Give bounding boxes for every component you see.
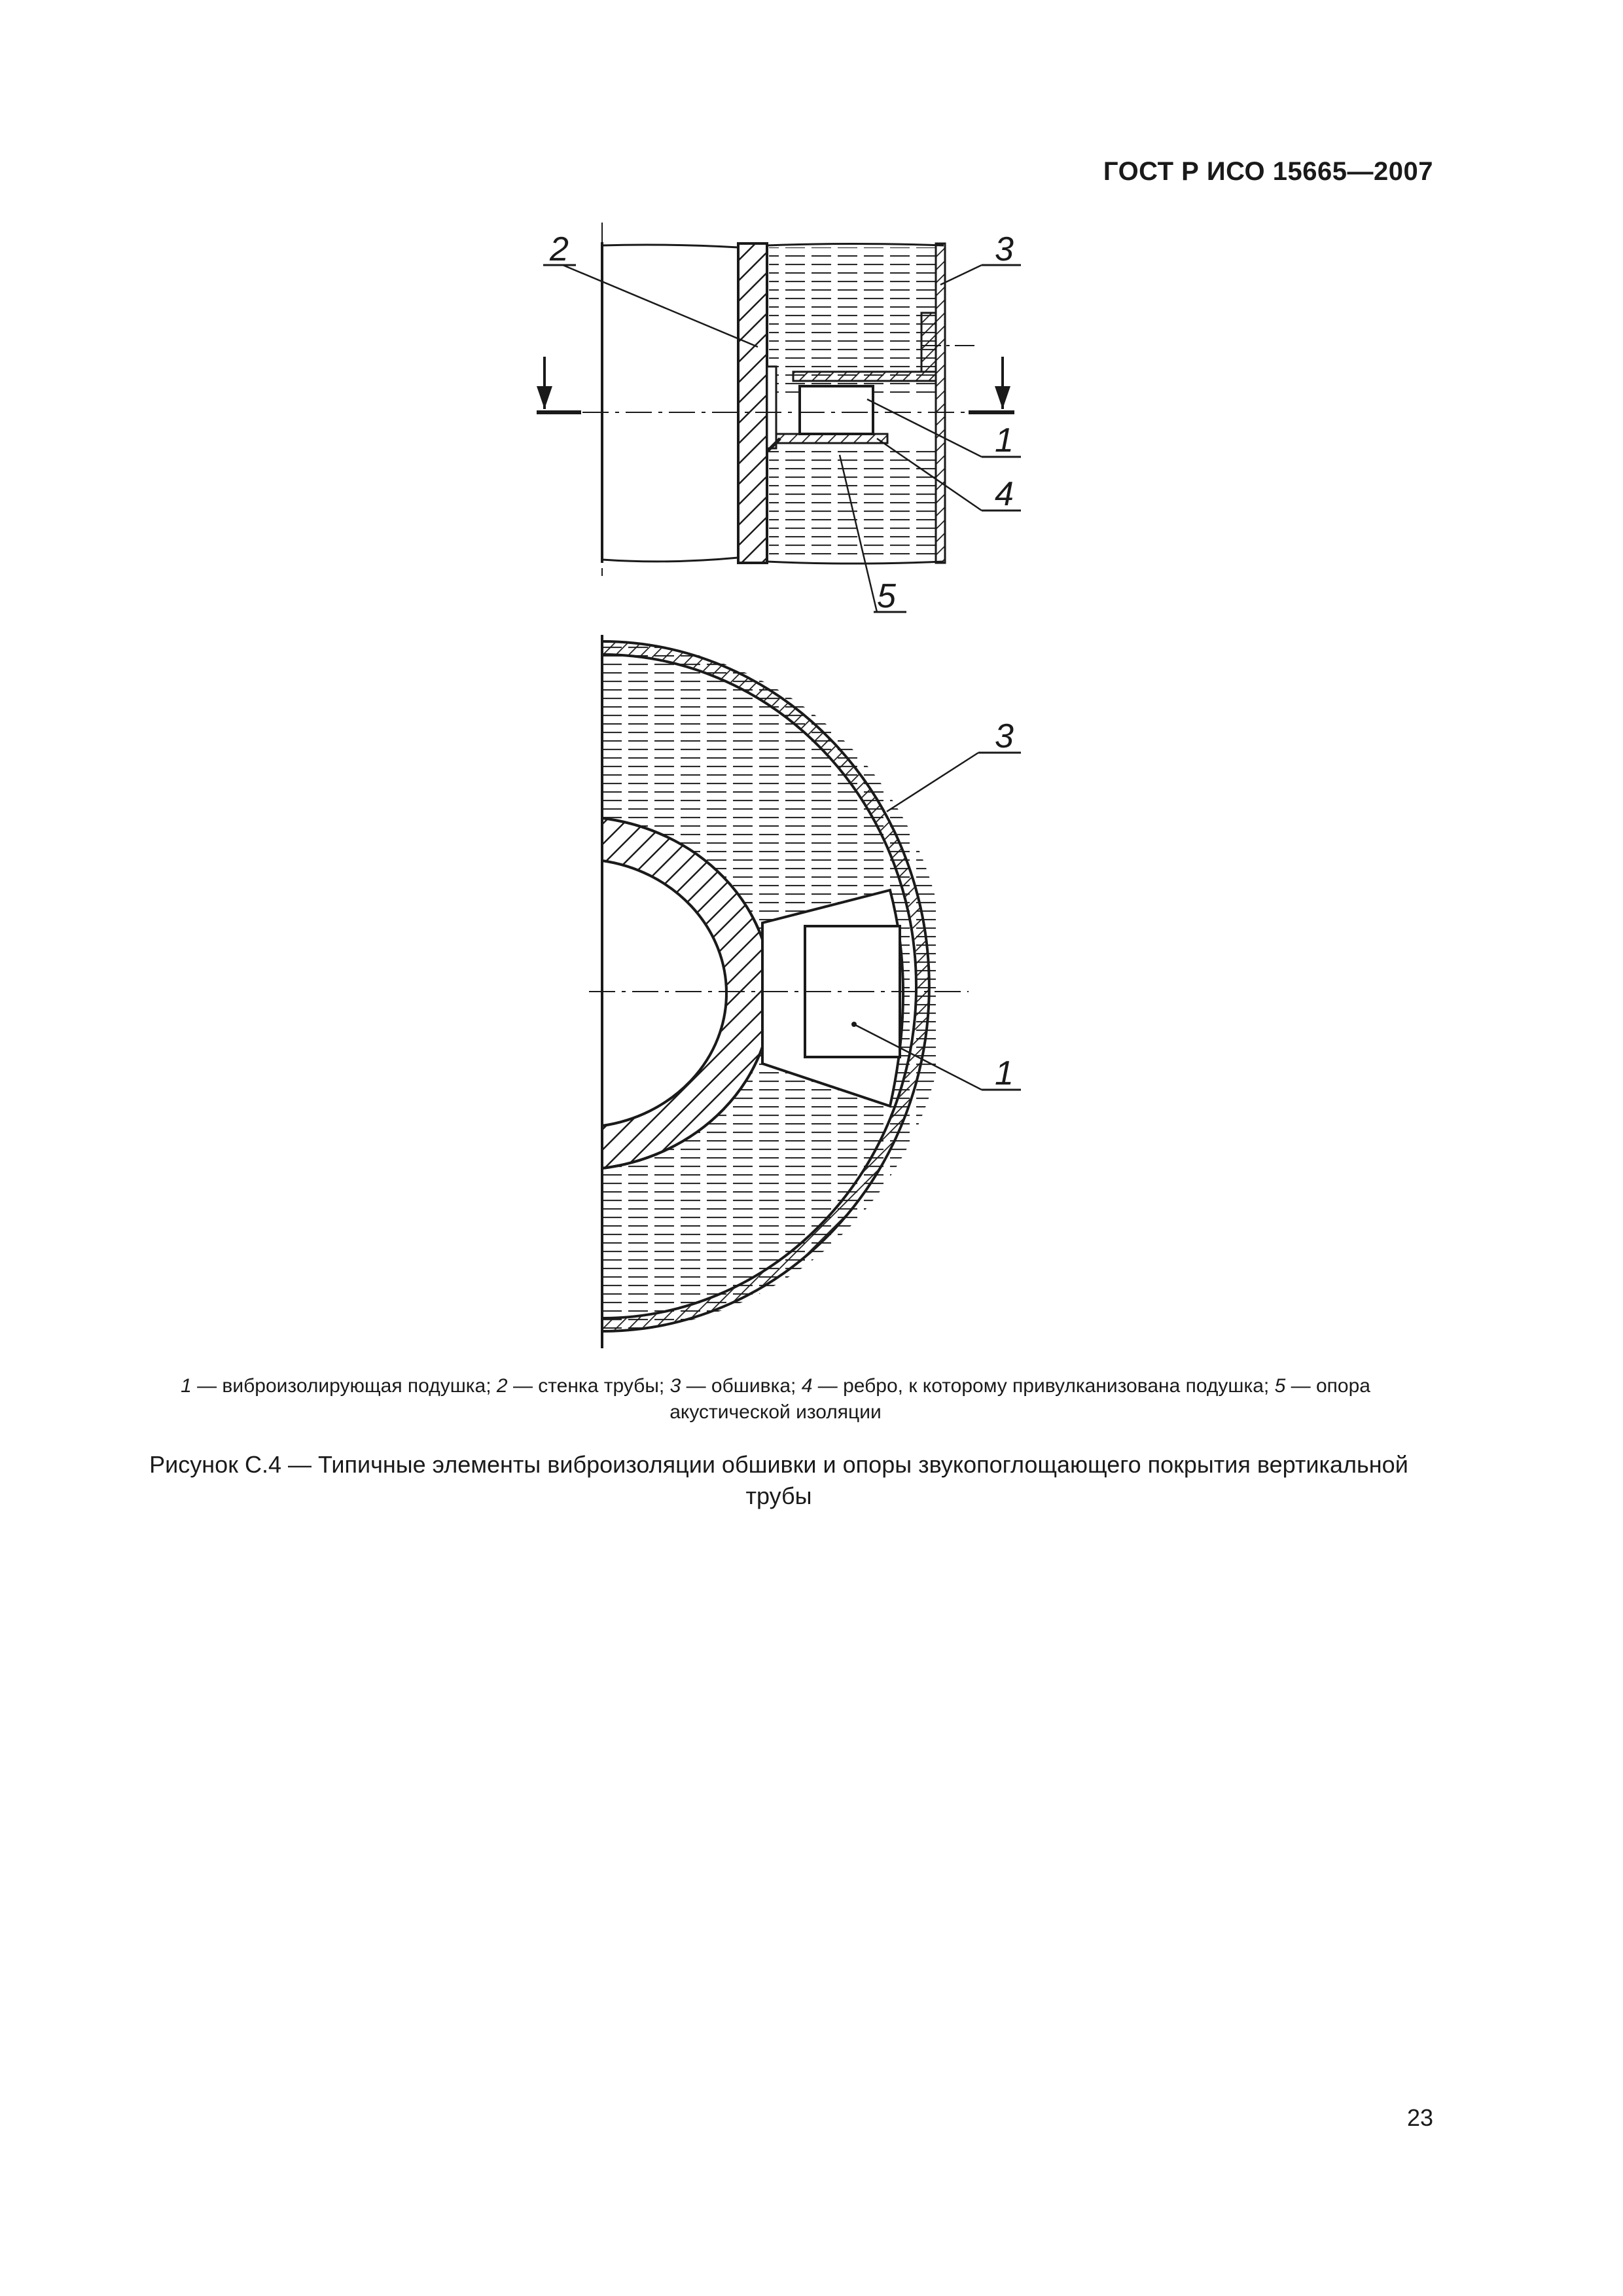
label-1: 1 xyxy=(995,422,1014,459)
label-3: 3 xyxy=(995,230,1014,268)
insulation-bottom xyxy=(769,448,936,561)
figure-legend: 1 — виброизолирующая подушка; 2 — стенка трубы; 3 — обшивка; 4 — ребро, к которому привулканизована подушка; 5 — опора акустической изоляции xyxy=(181,1375,1370,1423)
section-label-1: 1 xyxy=(995,1054,1014,1092)
label-5: 5 xyxy=(877,577,896,615)
top-view xyxy=(537,223,1021,615)
pipe-wall xyxy=(738,243,767,563)
section-label-3: 3 xyxy=(995,717,1014,755)
label-4: 4 xyxy=(995,475,1014,513)
cross-section-view xyxy=(589,635,1021,1348)
label-2: 2 xyxy=(550,230,569,268)
cladding xyxy=(936,243,945,563)
vibration-pad xyxy=(800,386,873,434)
document-header: ГОСТ Р ИСО 15665—2007 xyxy=(1103,157,1433,186)
figure-caption: Рисунок С.4 — Типичные элементы виброизоляции обшивки и опоры звукопоглощающего покрытия вертикальной трубы xyxy=(149,1451,1408,1509)
page-number: 23 xyxy=(1406,2104,1433,2131)
